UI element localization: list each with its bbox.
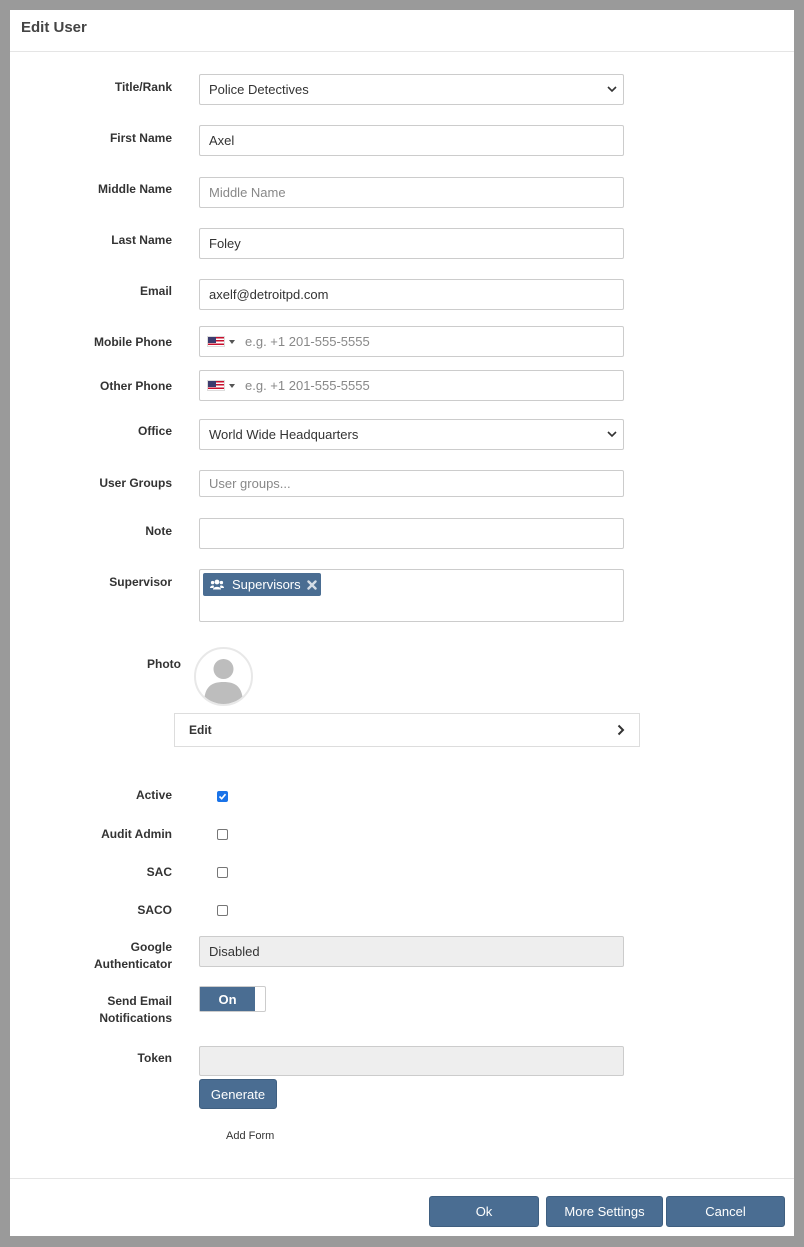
edit-user-modal bbox=[10, 10, 794, 1236]
google-authenticator-label-line2: Authenticator bbox=[94, 957, 172, 971]
avatar bbox=[194, 647, 253, 706]
first-name-label: First Name bbox=[109, 131, 172, 145]
token-label: Token bbox=[137, 1051, 172, 1065]
middle-name-placeholder: Middle Name bbox=[209, 185, 286, 200]
generate-button[interactable]: Generate bbox=[199, 1079, 277, 1109]
modal-header bbox=[10, 10, 794, 52]
modal-title: Edit User bbox=[21, 19, 87, 36]
users-icon bbox=[210, 579, 224, 590]
other-phone-input[interactable] bbox=[199, 370, 624, 401]
google-authenticator-field bbox=[199, 936, 624, 967]
title-rank-select[interactable] bbox=[199, 74, 624, 105]
office-value: World Wide Headquarters bbox=[209, 427, 359, 442]
email-value: axelf@detroitpd.com bbox=[209, 287, 329, 302]
other-phone-placeholder: e.g. +1 201-555-5555 bbox=[245, 378, 370, 393]
mobile-phone-placeholder: e.g. +1 201-555-5555 bbox=[245, 334, 370, 349]
sac-checkbox[interactable] bbox=[217, 867, 228, 878]
cancel-button[interactable]: Cancel bbox=[666, 1196, 785, 1227]
remove-tag-icon[interactable] bbox=[307, 580, 317, 590]
supervisor-label: Supervisor bbox=[109, 575, 172, 589]
more-settings-button[interactable]: More Settings bbox=[546, 1196, 663, 1227]
first-name-value: Axel bbox=[209, 133, 235, 148]
photo-label: Photo bbox=[147, 657, 181, 671]
country-selector[interactable] bbox=[207, 336, 235, 347]
us-flag-icon bbox=[207, 336, 225, 347]
google-authenticator-value: Disabled bbox=[209, 944, 260, 959]
active-label: Active bbox=[135, 788, 172, 802]
title-rank-value: Police Detectives bbox=[209, 82, 309, 97]
last-name-label: Last Name bbox=[111, 233, 172, 247]
send-email-notifications-toggle[interactable] bbox=[199, 986, 266, 1012]
send-email-notifications-label bbox=[99, 993, 172, 1027]
mobile-phone-input[interactable] bbox=[199, 326, 624, 357]
add-form-link[interactable]: Add Form bbox=[226, 1130, 275, 1142]
user-groups-label: User Groups bbox=[99, 476, 172, 490]
title-rank-label: Title/Rank bbox=[114, 80, 172, 94]
middle-name-label: Middle Name bbox=[97, 182, 172, 196]
supervisor-tag-input[interactable] bbox=[199, 569, 624, 622]
caret-down-icon bbox=[229, 340, 235, 344]
google-authenticator-label bbox=[94, 939, 172, 973]
photo-edit-label: Edit bbox=[189, 723, 212, 737]
other-phone-label: Other Phone bbox=[99, 379, 172, 393]
last-name-input[interactable] bbox=[199, 228, 624, 259]
first-name-input[interactable] bbox=[199, 125, 624, 156]
modal-footer bbox=[10, 1178, 794, 1236]
sac-label: SAC bbox=[146, 865, 172, 879]
note-label: Note bbox=[145, 524, 172, 538]
supervisor-tag-label: Supervisors bbox=[232, 577, 301, 592]
user-groups-placeholder: User groups... bbox=[209, 476, 291, 491]
us-flag-icon bbox=[207, 380, 225, 391]
send-email-notifications-label-line2: Notifications bbox=[99, 1011, 172, 1025]
chevron-down-icon bbox=[607, 84, 617, 94]
chevron-right-icon bbox=[617, 724, 625, 736]
audit-admin-checkbox[interactable] bbox=[217, 829, 228, 840]
last-name-value: Foley bbox=[209, 236, 241, 251]
chevron-down-icon bbox=[607, 429, 617, 439]
checkmark-icon bbox=[218, 792, 227, 801]
ok-button[interactable]: Ok bbox=[429, 1196, 539, 1227]
caret-down-icon bbox=[229, 384, 235, 388]
token-field bbox=[199, 1046, 624, 1076]
middle-name-input[interactable] bbox=[199, 177, 624, 208]
email-input[interactable] bbox=[199, 279, 624, 310]
office-label: Office bbox=[137, 424, 172, 438]
note-input[interactable] bbox=[199, 518, 624, 549]
send-email-notifications-label-line1: Send Email bbox=[107, 994, 172, 1008]
supervisor-tag bbox=[203, 573, 321, 596]
saco-label: SACO bbox=[137, 903, 172, 917]
google-authenticator-label-line1: Google bbox=[130, 940, 172, 954]
country-selector[interactable] bbox=[207, 380, 235, 391]
office-select[interactable] bbox=[199, 419, 624, 450]
saco-checkbox[interactable] bbox=[217, 905, 228, 916]
toggle-on-label: On bbox=[200, 987, 255, 1011]
mobile-phone-label: Mobile Phone bbox=[94, 335, 172, 349]
user-silhouette-icon bbox=[196, 649, 251, 704]
audit-admin-label: Audit Admin bbox=[101, 827, 172, 841]
photo-edit-button[interactable] bbox=[174, 713, 640, 747]
user-groups-input[interactable] bbox=[199, 470, 624, 497]
active-checkbox[interactable] bbox=[217, 791, 228, 802]
email-label: Email bbox=[139, 284, 172, 298]
